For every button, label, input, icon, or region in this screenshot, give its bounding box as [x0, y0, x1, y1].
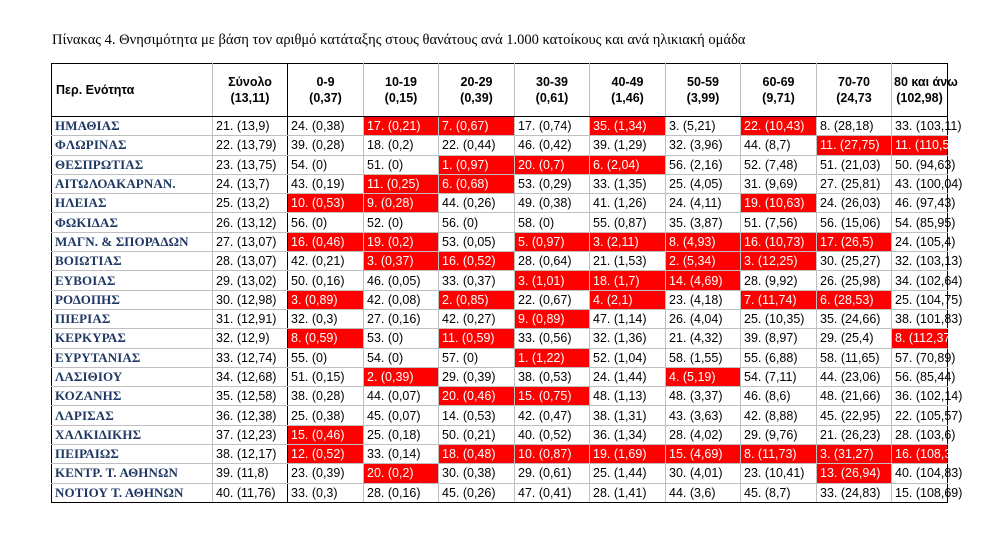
rank-cell: 38. (0,28) [288, 387, 364, 406]
rank-cell: 11. (0,59) [439, 329, 515, 348]
rank-cell: 56. (0) [288, 213, 364, 232]
rank-cell: 33. (0,37) [439, 271, 515, 290]
total-rank-cell: 38. (12,17) [213, 445, 288, 464]
rank-cell: 30. (0,38) [439, 464, 515, 483]
table-caption: Πίνακας 4. Θνησιμότητα με βάση τον αριθμό κατάταξης στους θανάτους ανά 1.000 κατοίκους και ανά ηλικιακή ομάδα [52, 32, 746, 48]
rank-cell: 18. (0,48) [439, 445, 515, 464]
rank-cell: 24. (4,11) [666, 194, 741, 213]
rank-cell: 42. (8,88) [741, 406, 817, 425]
rank-cell: 25. (0,18) [364, 425, 439, 444]
rank-cell: 56. (0) [439, 213, 515, 232]
total-rank-cell: 26. (13,12) [213, 213, 288, 232]
rank-cell: 38. (101,83) [892, 309, 948, 328]
table-row [52, 329, 948, 348]
region-name: ΝΟΤΙΟΥ Τ. ΑΘΗΝΩΝ [52, 483, 213, 502]
rank-cell: 5. (0,97) [515, 232, 590, 251]
rank-cell: 31. (9,69) [741, 174, 817, 193]
column-header [590, 64, 666, 117]
column-header [515, 64, 590, 117]
column-header [288, 64, 364, 117]
rank-cell: 44. (0,07) [364, 387, 439, 406]
rank-cell: 44. (8,7) [741, 136, 817, 155]
rank-cell: 15. (4,69) [666, 445, 741, 464]
rank-cell: 50. (0,21) [439, 425, 515, 444]
column-header [666, 64, 741, 117]
rank-cell: 54. (0) [364, 348, 439, 367]
column-header [213, 64, 288, 117]
rank-cell: 16. (0,46) [288, 232, 364, 251]
rank-cell: 10. (0,87) [515, 445, 590, 464]
table-row [52, 387, 948, 406]
rank-cell: 9. (0,28) [364, 194, 439, 213]
rank-cell: 16. (10,73) [741, 232, 817, 251]
column-header-average: (0,61) [535, 91, 569, 105]
total-rank-cell: 40. (11,76) [213, 483, 288, 502]
rank-cell: 25. (1,44) [590, 464, 666, 483]
rank-cell: 11. (0,25) [364, 174, 439, 193]
rank-cell: 35. (1,34) [590, 117, 666, 136]
rank-cell: 20. (0,46) [439, 387, 515, 406]
rank-cell: 28. (103,6) [892, 425, 948, 444]
table-body [52, 117, 963, 503]
rank-cell: 21. (1,53) [590, 252, 666, 271]
region-name: ΧΑΛΚΙΔΙΚΗΣ [52, 425, 213, 444]
column-header-label: 30-39 [536, 75, 568, 89]
rank-cell: 15. (0,46) [288, 425, 364, 444]
total-rank-cell: 36. (12,38) [213, 406, 288, 425]
rank-cell: 33. (0,14) [364, 445, 439, 464]
rank-cell: 21. (4,32) [666, 329, 741, 348]
rank-cell: 47. (1,14) [590, 309, 666, 328]
rank-cell: 49. (0,38) [515, 194, 590, 213]
rank-cell: 14. (0,53) [439, 406, 515, 425]
rank-cell: 15. (0,75) [515, 387, 590, 406]
rank-cell: 33. (24,83) [817, 483, 892, 502]
rank-cell: 15. (108,69) [892, 483, 948, 502]
column-header-average: (13,11) [230, 91, 270, 105]
rank-cell: 38. (0,53) [515, 367, 590, 386]
region-name: ΠΙΕΡΙΑΣ [52, 309, 213, 328]
total-rank-cell: 31. (12,91) [213, 309, 288, 328]
rank-cell: 7. (0,67) [439, 117, 515, 136]
rank-cell: 16. (0,52) [439, 252, 515, 271]
column-header-label: Σύνολο [228, 75, 272, 89]
rank-cell: 29. (25,4) [817, 329, 892, 348]
rank-cell: 57. (70,89) [892, 348, 948, 367]
rank-cell: 56. (2,16) [666, 155, 741, 174]
total-rank-cell: 32. (12,9) [213, 329, 288, 348]
rank-cell: 26. (4,04) [666, 309, 741, 328]
region-name: ΛΑΡΙΣΑΣ [52, 406, 213, 425]
rank-cell: 36. (102,14) [892, 387, 948, 406]
rank-cell: 18. (1,7) [590, 271, 666, 290]
rank-cell: 54. (7,11) [741, 367, 817, 386]
rank-cell: 3. (31,27) [817, 445, 892, 464]
region-name: ΛΑΣΙΘΙΟΥ [52, 367, 213, 386]
rank-cell: 48. (1,13) [590, 387, 666, 406]
rank-cell: 35. (3,87) [666, 213, 741, 232]
rank-cell: 3. (1,01) [515, 271, 590, 290]
rank-cell: 3. (0,89) [288, 290, 364, 309]
rank-cell: 8. (112,37) [892, 329, 948, 348]
rank-cell: 58. (11,65) [817, 348, 892, 367]
total-rank-cell: 22. (13,79) [213, 136, 288, 155]
rank-cell: 42. (0,21) [288, 252, 364, 271]
rank-cell: 22. (0,44) [439, 136, 515, 155]
rank-cell: 39. (1,29) [590, 136, 666, 155]
rank-cell: 35. (24,66) [817, 309, 892, 328]
total-rank-cell: 21. (13,9) [213, 117, 288, 136]
rank-cell: 50. (94,63) [892, 155, 948, 174]
table-row [52, 174, 948, 193]
column-header-label: 50-59 [687, 75, 719, 89]
table-row [52, 136, 948, 155]
region-name: ΒΟΙΩΤΙΑΣ [52, 252, 213, 271]
rank-cell: 27. (0,16) [364, 309, 439, 328]
rank-cell: 2. (5,34) [666, 252, 741, 271]
region-name: ΑΙΤΩΛΟΑΚΑΡΝΑΝ. [52, 174, 213, 193]
rank-cell: 30. (25,27) [817, 252, 892, 271]
rank-cell: 3. (5,21) [666, 117, 741, 136]
rank-cell: 8. (28,18) [817, 117, 892, 136]
column-header-label: 70-70 [838, 75, 870, 89]
rank-cell: 23. (10,41) [741, 464, 817, 483]
rank-cell: 44. (23,06) [817, 367, 892, 386]
table-row [52, 252, 948, 271]
rank-cell: 28. (1,41) [590, 483, 666, 502]
rank-cell: 43. (0,19) [288, 174, 364, 193]
rank-cell: 28. (9,92) [741, 271, 817, 290]
total-rank-cell: 23. (13,75) [213, 155, 288, 174]
rank-cell: 19. (10,63) [741, 194, 817, 213]
rank-cell: 33. (0,3) [288, 483, 364, 502]
rank-cell: 33. (0,56) [515, 329, 590, 348]
column-header [741, 64, 817, 117]
rank-cell: 23. (0,39) [288, 464, 364, 483]
region-name: ΘΕΣΠΡΩΤΙΑΣ [52, 155, 213, 174]
rank-cell: 6. (0,68) [439, 174, 515, 193]
rank-cell: 9. (0,89) [515, 309, 590, 328]
rank-cell: 28. (0,16) [364, 483, 439, 502]
rank-cell: 48. (21,66) [817, 387, 892, 406]
table-row [52, 464, 948, 483]
region-name: ΗΛΕΙΑΣ [52, 194, 213, 213]
rank-cell: 46. (0,42) [515, 136, 590, 155]
rank-cell: 38. (1,31) [590, 406, 666, 425]
rank-cell: 6. (28,53) [817, 290, 892, 309]
region-name: ΠΕΙΡΑΙΩΣ [52, 445, 213, 464]
rank-cell: 20. (0,7) [515, 155, 590, 174]
rank-cell: 55. (0,87) [590, 213, 666, 232]
rank-cell: 44. (0,26) [439, 194, 515, 213]
column-header-label: 60-69 [762, 75, 795, 89]
total-rank-cell: 25. (13,2) [213, 194, 288, 213]
rank-cell: 42. (0,47) [515, 406, 590, 425]
rank-cell: 4. (2,1) [590, 290, 666, 309]
column-header-label: 0-9 [316, 75, 335, 89]
rank-cell: 45. (8,7) [741, 483, 817, 502]
column-header-average: (24,73 [836, 91, 872, 105]
region-name: ΦΩΚΙΔΑΣ [52, 213, 213, 232]
rank-cell: 29. (0,61) [515, 464, 590, 483]
table-row [52, 271, 948, 290]
mortality-table [51, 63, 963, 503]
rank-cell: 58. (0) [515, 213, 590, 232]
rank-cell: 25. (0,38) [288, 406, 364, 425]
rank-cell: 53. (0,05) [439, 232, 515, 251]
rank-cell: 57. (0) [439, 348, 515, 367]
rank-cell: 28. (4,02) [666, 425, 741, 444]
column-header [892, 64, 958, 117]
rank-cell: 18. (0,2) [364, 136, 439, 155]
rank-cell: 32. (0,3) [288, 309, 364, 328]
table-row [52, 309, 948, 328]
region-name: ΗΜΑΘΙΑΣ [52, 117, 213, 136]
column-header-average: (0,37) [309, 91, 342, 105]
rank-cell: 2. (0,39) [364, 367, 439, 386]
rank-cell: 23. (4,18) [666, 290, 741, 309]
table-row [52, 367, 948, 386]
header-row [52, 64, 948, 117]
region-name: ΚΕΡΚΥΡΑΣ [52, 329, 213, 348]
rank-cell: 46. (8,6) [741, 387, 817, 406]
rank-cell: 53. (0,29) [515, 174, 590, 193]
table-row [52, 445, 948, 464]
column-header-label: 10-19 [385, 75, 417, 89]
column-header-region [52, 64, 213, 117]
rank-cell: 54. (85,95) [892, 213, 948, 232]
table-row [52, 117, 948, 136]
column-header-average: (3,99) [686, 91, 720, 105]
column-header [439, 64, 515, 117]
table-row [52, 406, 948, 425]
rank-cell: 25. (10,35) [741, 309, 817, 328]
region-name: ΕΥΡΥΤΑΝΙΑΣ [52, 348, 213, 367]
rank-cell: 25. (4,05) [666, 174, 741, 193]
rank-cell: 42. (0,27) [439, 309, 515, 328]
rank-cell: 45. (0,26) [439, 483, 515, 502]
rank-cell: 25. (104,75) [892, 290, 948, 309]
rank-cell: 1. (0,97) [439, 155, 515, 174]
rank-cell: 24. (0,38) [288, 117, 364, 136]
rank-cell: 32. (103,13) [892, 252, 948, 271]
rank-cell: 41. (1,26) [590, 194, 666, 213]
column-header-average: (0,39) [460, 91, 493, 105]
column-header-average: (102,98) [896, 91, 943, 105]
region-name: ΚΟΖΑΝΗΣ [52, 387, 213, 406]
total-rank-cell: 33. (12,74) [213, 348, 288, 367]
rank-cell: 45. (0,07) [364, 406, 439, 425]
rank-cell: 32. (1,36) [590, 329, 666, 348]
table-row [52, 425, 948, 444]
table-row [52, 232, 948, 251]
column-header [817, 64, 892, 117]
rank-cell: 7. (11,74) [741, 290, 817, 309]
rank-cell: 11. (27,75) [817, 136, 892, 155]
rank-cell: 44. (3,6) [666, 483, 741, 502]
rank-cell: 51. (0) [364, 155, 439, 174]
rank-cell: 3. (12,25) [741, 252, 817, 271]
rank-cell: 51. (0,15) [288, 367, 364, 386]
rank-cell: 19. (1,69) [590, 445, 666, 464]
rank-cell: 3. (2,11) [590, 232, 666, 251]
rank-cell: 54. (0) [288, 155, 364, 174]
rank-cell: 28. (0,64) [515, 252, 590, 271]
rank-cell: 51. (21,03) [817, 155, 892, 174]
rank-cell: 55. (0) [288, 348, 364, 367]
rank-cell: 29. (9,76) [741, 425, 817, 444]
rank-cell: 45. (22,95) [817, 406, 892, 425]
rank-cell: 46. (97,43) [892, 194, 948, 213]
rank-cell: 40. (0,52) [515, 425, 590, 444]
rank-cell: 29. (0,39) [439, 367, 515, 386]
rank-cell: 52. (1,04) [590, 348, 666, 367]
rank-cell: 19. (0,2) [364, 232, 439, 251]
table-row [52, 155, 948, 174]
rank-cell: 22. (10,43) [741, 117, 817, 136]
rank-cell: 33. (1,35) [590, 174, 666, 193]
rank-cell: 8. (4,93) [666, 232, 741, 251]
rank-cell: 14. (4,69) [666, 271, 741, 290]
column-header-average: (1,46) [611, 91, 644, 105]
rank-cell: 39. (8,97) [741, 329, 817, 348]
rank-cell: 2. (0,85) [439, 290, 515, 309]
rank-cell: 56. (85,44) [892, 367, 948, 386]
rank-cell: 22. (105,57) [892, 406, 948, 425]
rank-cell: 16. (108,37) [892, 445, 948, 464]
region-name: ΕΥΒΟΙΑΣ [52, 271, 213, 290]
table-row [52, 213, 948, 232]
rank-cell: 32. (3,96) [666, 136, 741, 155]
rank-cell: 17. (0,74) [515, 117, 590, 136]
rank-cell: 52. (0) [364, 213, 439, 232]
rank-cell: 47. (0,41) [515, 483, 590, 502]
table-row [52, 290, 948, 309]
rank-cell: 20. (0,2) [364, 464, 439, 483]
rank-cell: 24. (1,44) [590, 367, 666, 386]
total-rank-cell: 35. (12,58) [213, 387, 288, 406]
rank-cell: 30. (4,01) [666, 464, 741, 483]
rank-cell: 43. (3,63) [666, 406, 741, 425]
rank-cell: 53. (0) [364, 329, 439, 348]
rank-cell: 58. (1,55) [666, 348, 741, 367]
rank-cell: 50. (0,16) [288, 271, 364, 290]
total-rank-cell: 27. (13,07) [213, 232, 288, 251]
rank-cell: 4. (5,19) [666, 367, 741, 386]
table-row [52, 483, 948, 502]
rank-cell: 42. (0,08) [364, 290, 439, 309]
total-rank-cell: 28. (13,07) [213, 252, 288, 271]
rank-cell: 24. (26,03) [817, 194, 892, 213]
rank-cell: 40. (104,83) [892, 464, 948, 483]
rank-cell: 46. (0,05) [364, 271, 439, 290]
region-name: ΜΑΓΝ. & ΣΠΟΡΑΔΩΝ [52, 232, 213, 251]
rank-cell: 10. (0,53) [288, 194, 364, 213]
region-name: ΚΕΝΤΡ. Τ. ΑΘΗΝΩΝ [52, 464, 213, 483]
column-header-label: 80 και άνω [894, 75, 958, 89]
rank-cell: 17. (0,21) [364, 117, 439, 136]
rank-cell: 8. (11,73) [741, 445, 817, 464]
rank-cell: 48. (3,37) [666, 387, 741, 406]
rank-cell: 3. (0,37) [364, 252, 439, 271]
rank-cell: 39. (0,28) [288, 136, 364, 155]
rank-cell: 22. (0,67) [515, 290, 590, 309]
rank-cell: 1. (1,22) [515, 348, 590, 367]
region-name: ΦΛΩΡΙΝΑΣ [52, 136, 213, 155]
rank-cell: 26. (25,98) [817, 271, 892, 290]
rank-cell: 8. (0,59) [288, 329, 364, 348]
total-rank-cell: 29. (13,02) [213, 271, 288, 290]
column-header [364, 64, 439, 117]
total-rank-cell: 30. (12,98) [213, 290, 288, 309]
column-header-average: (9,71) [762, 91, 795, 105]
rank-cell: 56. (15,06) [817, 213, 892, 232]
total-rank-cell: 24. (13,7) [213, 174, 288, 193]
rank-cell: 43. (100,04) [892, 174, 948, 193]
rank-cell: 34. (102,64) [892, 271, 948, 290]
column-header-label: 20-29 [460, 75, 493, 89]
rank-cell: 55. (6,88) [741, 348, 817, 367]
column-header-label: 40-49 [611, 75, 644, 89]
column-header-label: Περ. Ενότητα [56, 83, 135, 97]
region-name: ΡΟΔΟΠΗΣ [52, 290, 213, 309]
column-header-average: (0,15) [384, 91, 418, 105]
rank-cell: 27. (25,81) [817, 174, 892, 193]
rank-cell: 6. (2,04) [590, 155, 666, 174]
total-rank-cell: 37. (12,23) [213, 425, 288, 444]
rank-cell: 33. (103,11) [892, 117, 948, 136]
total-rank-cell: 39. (11,8) [213, 464, 288, 483]
rank-cell: 36. (1,34) [590, 425, 666, 444]
rank-cell: 51. (7,56) [741, 213, 817, 232]
rank-cell: 17. (26,5) [817, 232, 892, 251]
rank-cell: 12. (0,52) [288, 445, 364, 464]
table-row [52, 194, 948, 213]
table-row [52, 348, 948, 367]
rank-cell: 13. (26,94) [817, 464, 892, 483]
total-rank-cell: 34. (12,68) [213, 367, 288, 386]
rank-cell: 21. (26,23) [817, 425, 892, 444]
rank-cell: 52. (7,48) [741, 155, 817, 174]
rank-cell: 11. (110,54) [892, 136, 948, 155]
rank-cell: 24. (105,4) [892, 232, 948, 251]
